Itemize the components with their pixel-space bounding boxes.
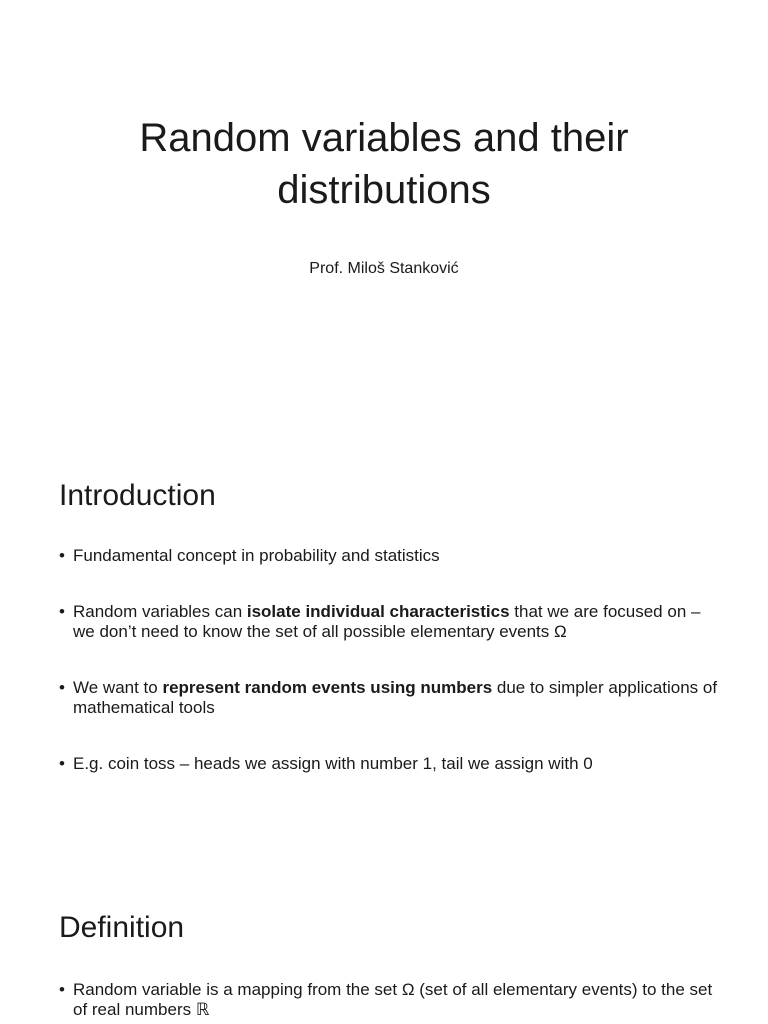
definition-slide (0, 864, 768, 1024)
bullet-marker: • (59, 678, 65, 697)
bullet-text: Random variable is a mapping from the set Ω (set of all elementary events) to the set of real numbers ℝ (73, 980, 713, 1019)
bullet-marker: • (59, 546, 65, 565)
title-line-1: Random variables and their (139, 116, 629, 160)
bullet-marker: • (59, 980, 65, 999)
introduction-slide (0, 432, 768, 864)
title-slide (0, 0, 768, 432)
bullet-item (59, 546, 719, 566)
bullet-text-post: that we are focused on – we don’t need to know the set of all possible elementary events Ω (73, 602, 701, 641)
bullet-list-definition (59, 980, 719, 1020)
bullet-text: Fundamental concept in probability and statistics (73, 546, 440, 565)
bullet-item (59, 678, 719, 718)
bullet-text-pre: Random variables can (73, 602, 247, 621)
bullet-marker: • (59, 602, 65, 621)
bullet-text-emphasis: isolate individual characteristics (246, 602, 510, 621)
title-line-2: distributions (277, 168, 491, 212)
bullet-text-post: due to simpler applications of mathematical tools (73, 678, 718, 717)
presentation-title (0, 112, 768, 216)
bullet-text: E.g. coin toss – heads we assign with number 1, tail we assign with 0 (73, 754, 593, 773)
bullet-item (59, 980, 719, 1020)
bullet-item (59, 754, 719, 774)
slide-heading-definition: Definition (59, 911, 185, 944)
author-name: Prof. Miloš Stanković (309, 260, 459, 277)
bullet-item (59, 602, 719, 642)
bullet-text-emphasis: represent random events using numbers (162, 678, 493, 697)
bullet-list-introduction (59, 546, 719, 774)
bullet-marker: • (59, 754, 65, 773)
bullet-text-pre: We want to (73, 678, 163, 697)
slide-heading-introduction: Introduction (59, 479, 216, 512)
